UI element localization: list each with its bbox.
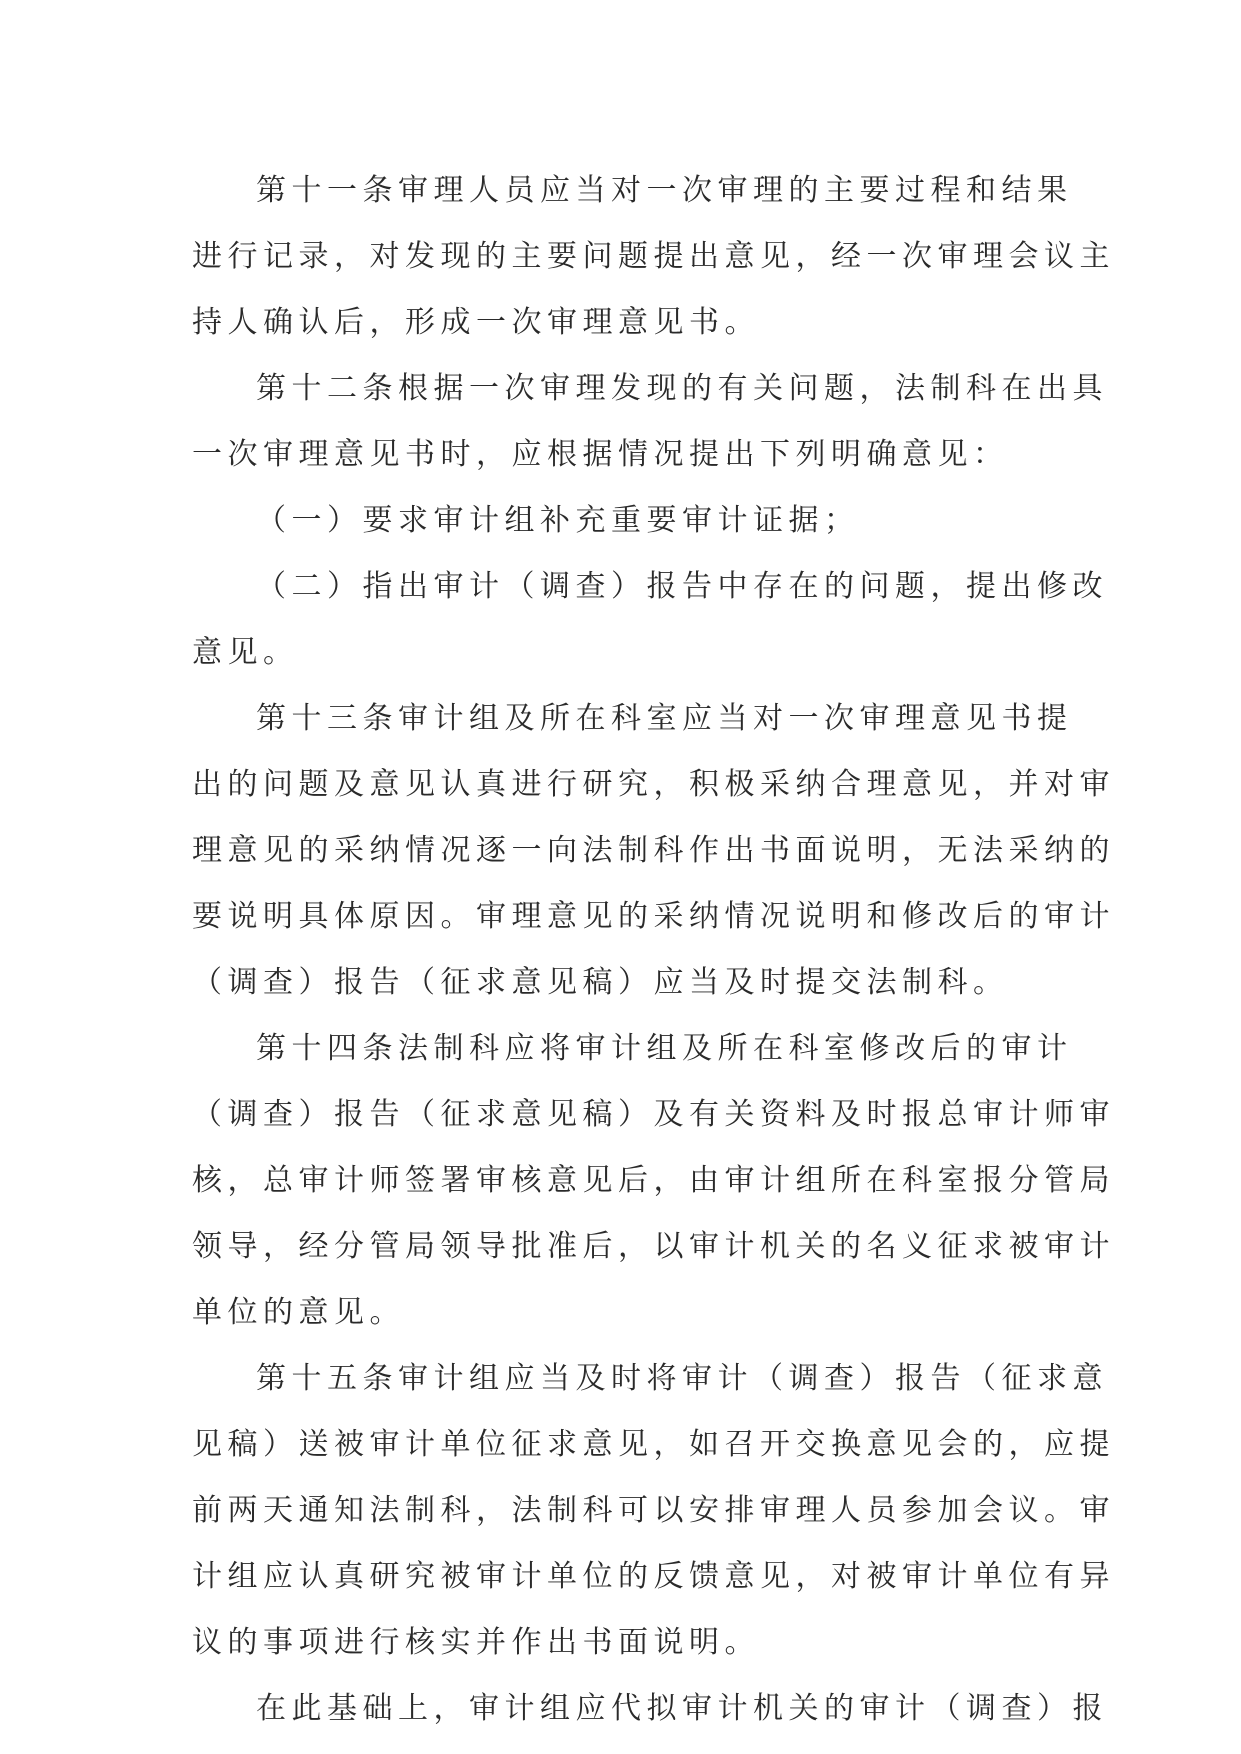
document-body	[192, 158, 1115, 1742]
article-12-item-1: （一）要求审计组补充重要审计证据；	[256, 503, 860, 538]
article-14-line-2: （调查）报告（征求意见稿）及有关资料及时报总审计师审	[192, 1097, 1115, 1132]
article-15-line-1: 第十五条审计组应当及时将审计（调查）报告（征求意	[256, 1361, 1108, 1396]
article-11-line-3: 持人确认后，形成一次审理意见书。	[192, 305, 760, 340]
article-15-line-3: 前两天通知法制科，法制科可以安排审理人员参加会议。审	[192, 1493, 1115, 1528]
article-13-line-4: 要说明具体原因。审理意见的采纳情况说明和修改后的审计	[192, 899, 1115, 934]
article-15-line-2: 见稿）送被审计单位征求意见，如召开交换意见会的，应提	[192, 1427, 1115, 1462]
article-13-line-1: 第十三条审计组及所在科室应当对一次审理意见书提	[256, 701, 1073, 736]
article-13-line-5: （调查）报告（征求意见稿）应当及时提交法制科。	[192, 965, 1009, 1000]
article-13-line-3: 理意见的采纳情况逐一向法制科作出书面说明，无法采纳的	[192, 833, 1115, 868]
article-11-line-2: 进行记录，对发现的主要问题提出意见，经一次审理会议主	[192, 239, 1115, 274]
article-11-line-1: 第十一条审理人员应当对一次审理的主要过程和结果	[256, 173, 1073, 208]
article-13-line-2: 出的问题及意见认真进行研究，积极采纳合理意见，并对审	[192, 767, 1115, 802]
article-14-line-3: 核，总审计师签署审核意见后，由审计组所在科室报分管局	[192, 1163, 1115, 1198]
article-12-item-2-line-1: （二）指出审计（调查）报告中存在的问题，提出修改	[256, 569, 1108, 604]
article-12-line-1: 第十二条根据一次审理发现的有关问题，法制科在出具	[256, 371, 1108, 406]
article-14-line-4: 领导，经分管局领导批准后，以审计机关的名义征求被审计	[192, 1229, 1115, 1264]
article-12-item-2-line-2: 意见。	[192, 635, 299, 670]
article-14-line-1: 第十四条法制科应将审计组及所在科室修改后的审计	[256, 1031, 1073, 1066]
final-paragraph-line-1: 在此基础上，审计组应代拟审计机关的审计（调查）报	[256, 1691, 1108, 1726]
article-12-line-2: 一次审理意见书时，应根据情况提出下列明确意见：	[192, 437, 1009, 472]
article-14-line-5: 单位的意见。	[192, 1295, 405, 1330]
article-15-line-4: 计组应认真研究被审计单位的反馈意见，对被审计单位有异	[192, 1559, 1115, 1594]
article-15-line-5: 议的事项进行核实并作出书面说明。	[192, 1625, 760, 1660]
